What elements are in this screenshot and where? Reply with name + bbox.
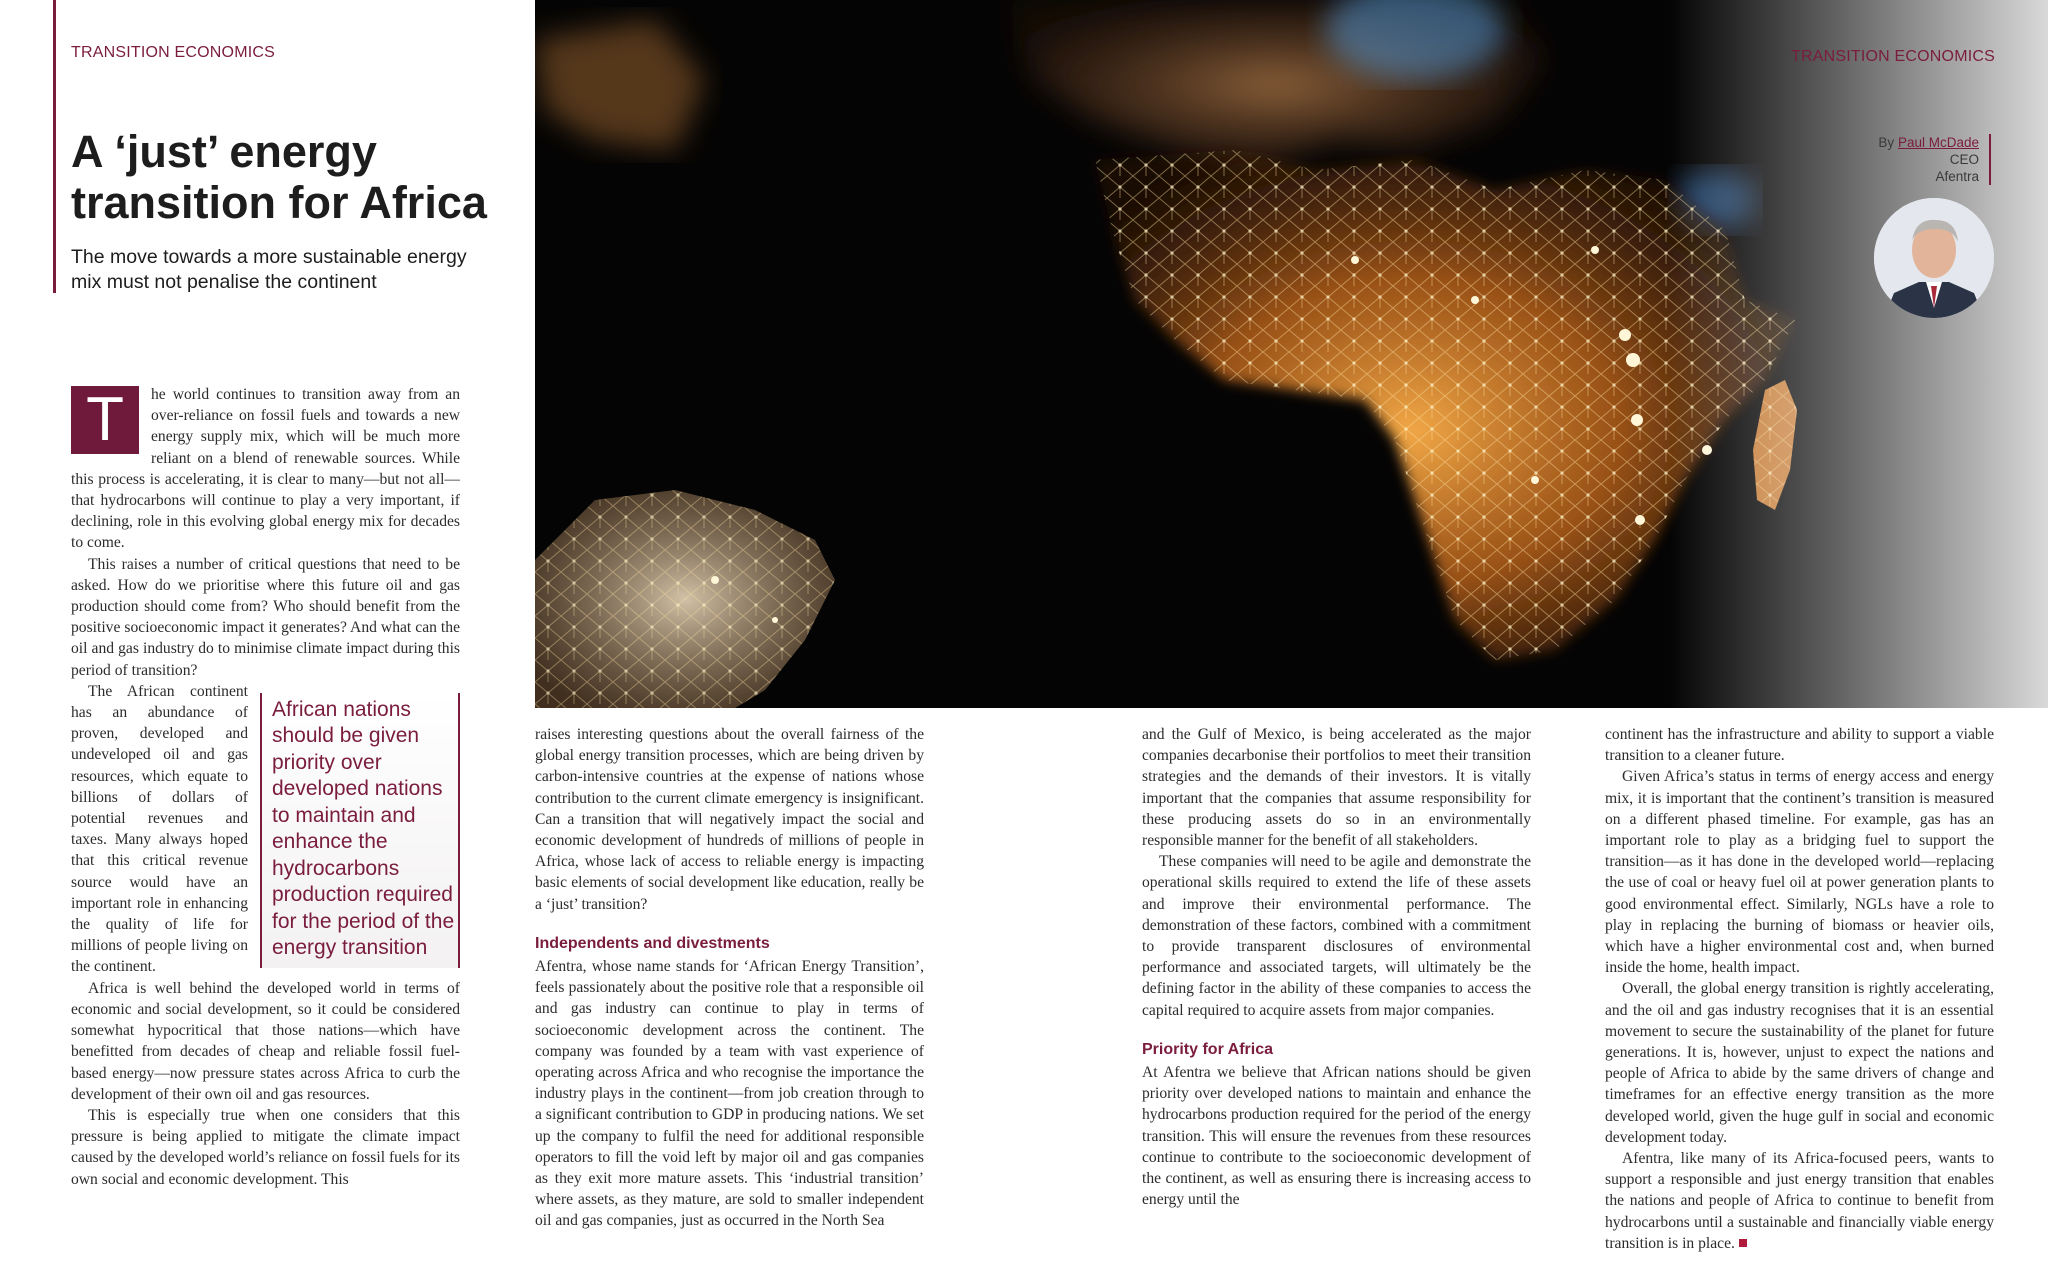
article-column-2 <box>535 724 924 1232</box>
article-column-1 <box>71 384 460 1190</box>
paragraph: raises interesting questions about the overall fairness of the global energy transition processes, which are being driven by carbon-intensive countries at the expense of nations whose contribution to the current climate emergency is insignificant. Can a transition that will negatively impact the social and economic development of hundreds of millions of people in Africa, whose lack of access to reliable energy is impacting basic elements of social development like education, really be a ‘just’ transition? <box>535 726 924 913</box>
section-label-right: TRANSITION ECONOMICS <box>1790 48 1995 65</box>
paragraph: At Afentra we believe that African nations should be given priority over developed nations to maintain and enhance the hydrocarbons production required for the period of the energy transition. This will ensure the revenues from these resources continue to contribute to the socioeconomic development of the continent, as well as ensuring there is increasing access to energy until the <box>1142 1064 1531 1209</box>
paragraph-text: he world continues to transition away from an over-reliance on fossil fuels and towards a new energy supply mix, which will be much more reliant on a blend of renewable sources. While this process is accelerating, it is clear to many—but not all—that hydrocarbons will continue to play a very important, if declining, role in this evolving global energy mix for decades to come. <box>71 386 460 552</box>
byline-by: By <box>1878 135 1895 150</box>
accent-rule <box>53 0 56 293</box>
end-of-article-mark <box>1739 1239 1747 1247</box>
paragraph: Africa is well behind the developed world in terms of economic and social development, so it could be considered somewhat hypocritical that those nations—which have benefitted from decades of cheap and reliable fossil fuel-based energy—now pressure states across Africa to curb the development of their own oil and gas resources. <box>71 979 460 1103</box>
article-column-4 <box>1605 724 1994 1254</box>
author-avatar <box>1874 198 1994 318</box>
author-company: Afentra <box>1935 169 1979 184</box>
section-label-left: TRANSITION ECONOMICS <box>71 44 276 61</box>
paragraph-text: Afentra, like many of its Africa-focused peers, wants to support a responsible and just energy transition that enables the nations and people of Africa to continue to benefit from hydrocarbons until a sustainable and financially viable energy transition is in place. <box>1605 1150 1994 1252</box>
standfirst: The move towards a more sustainable energy mix must not penalise the continent <box>71 246 467 293</box>
subheading-priority: Priority for Africa <box>1142 1040 1273 1058</box>
headline: A ‘just’ energy transition for Africa <box>71 126 487 228</box>
paragraph: Given Africa’s status in terms of energy access and energy mix, it is important that the continent’s transition is measured on a different phased timeline. For example, gas has an important role to play as a bridging fuel to support the transition—as it has done in the developed world—replacing the use of coal or heavy fuel oil at power generation plants to good environmental effect. Similarly, NGLs have a role to play in replacing the burning of biomass or heavier oils, which have a higher environmental cost and, when burned inside the home, health impact. <box>1605 768 1994 977</box>
paragraph: Overall, the global energy transition is rightly accelerating, and the oil and gas industry recognises that it is an essential movement to secure the sustainability of the planet for future generations. It is, however, unjust to expect the nations and people of Africa to abide by the same drivers of change and timeframes for an effective energy transition as the more developed world, given the huge gulf in social and economic development today. <box>1605 980 1994 1146</box>
paragraph: These companies will need to be agile and demonstrate the operational skills required to extend the life of these assets and improve their environmental performance. The demonstration of these factors, combined with a commitment to provide transparent disclosures of environmental performance and associated targets, will ultimately be the defining factor in the ability of these companies to access the capital required to acquire assets from major companies. <box>1142 853 1531 1019</box>
author-link[interactable]: Paul McDade <box>1897 135 1979 150</box>
paragraph: continent has the infrastructure and ability to support a viable transition to a cleaner future. <box>1605 726 1994 765</box>
paragraph <box>71 384 460 554</box>
article-column-3 <box>1142 724 1531 1210</box>
hero-image-africa-network-map <box>535 0 2048 708</box>
paragraph: This raises a number of critical questions that need to be asked. How do we prioritise where this future oil and gas production should come from? Who should benefit from the positive socioeconomic impact it generates? And what can the oil and gas industry do to minimise climate impact during this period of transition? <box>71 555 460 679</box>
paragraph: Afentra, whose name stands for ‘African Energy Transition’, feels passionately about the positive role that a responsible oil and gas industry can continue to play in terms of socioeconomic development across the continent. The company was founded by a team with vast experience of operating across Africa and who recognise the importance the industry plays in the continent—from job creation through to a significant contribution to GDP in producing nations. We set up the company to fulfil the need for additional responsible operators to fill the void left by major oil and gas companies as they exit more mature assets. This ‘industrial transition’ where assets, as they mature, are sold to smaller independent oil and gas companies, just as occurred in the North Sea <box>535 958 924 1230</box>
byline <box>1878 134 1991 185</box>
paragraph: and the Gulf of Mexico, is being accelerated as the major companies decarbonise their portfolios to meet their transition strategies and the demands of their investors. It is vitally important that the companies that assume responsibility for these producing assets do so in an environmentally responsible manner for the benefit of all stakeholders. <box>1142 726 1531 850</box>
author-role: CEO <box>1949 152 1979 167</box>
pull-quote: African nations should be given priority over developed nations to maintain and enhance the hydrocarbons production required for the period of the energy transition <box>260 693 460 968</box>
author-portrait-image <box>1874 198 1994 318</box>
paragraph <box>1605 1148 1994 1254</box>
africa-glow-map-image <box>535 0 2048 708</box>
drop-cap: T <box>71 386 139 454</box>
paragraph: The African continent has an abundance of proven, developed and undeveloped oil and gas resources, which equate to billions of dollars of potential revenues and taxes. Many always hoped that this critical revenue source would have an important role in enhancing the quality of life for millions of people living on the continent. <box>71 682 248 976</box>
subheading-independents: Independents and divestments <box>535 934 770 952</box>
paragraph: This is especially true when one considers that this pressure is being applied to mitigate the climate impact caused by the developed world’s reliance on fossil fuels for its own social and economic development. This <box>71 1106 460 1188</box>
